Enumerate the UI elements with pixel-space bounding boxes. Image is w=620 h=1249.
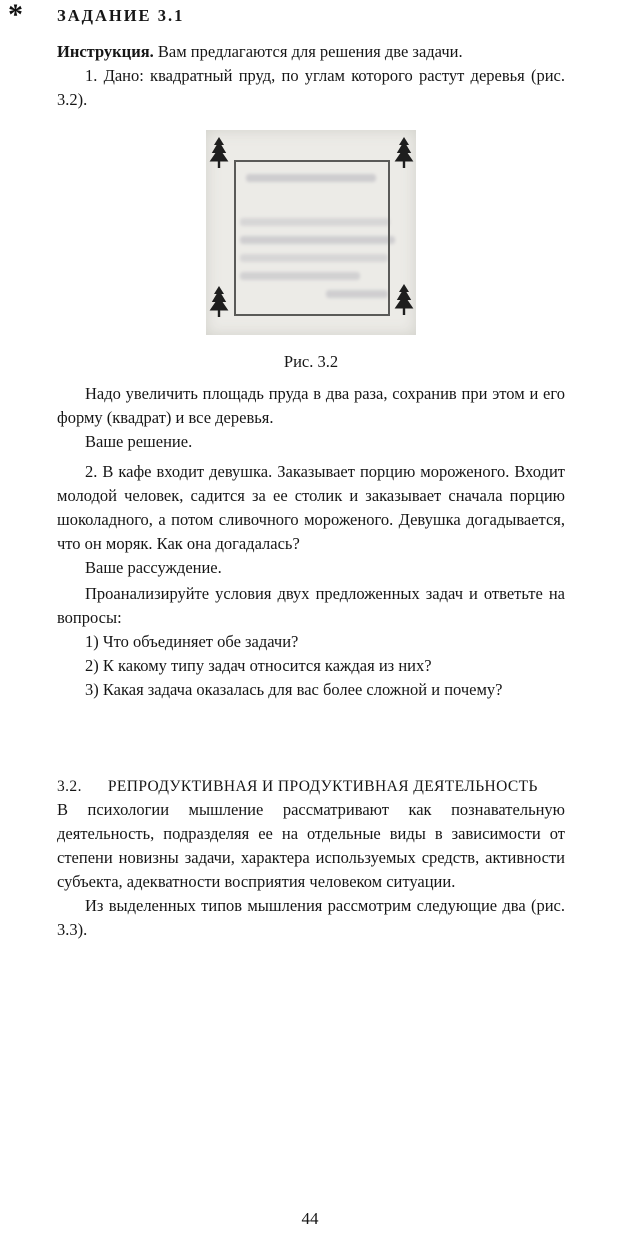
instruction-paragraph	[57, 40, 565, 64]
fir-tree-icon	[393, 137, 415, 169]
section-number: 3.2.	[57, 778, 82, 795]
task-item-2: 2. В кафе входит девушка. Заказывает порцию мороженого. Входит молодой человек, садится за ее столик и заказывает сначала порцию шоколадного, а потом сливочного мороженого. Девушка догадывается, что он моряк. Как она догадалась?	[57, 462, 565, 553]
section-paragraph-2: Из выделенных типов мышления рассмотрим следующие два (рис. 3.3).	[57, 896, 565, 939]
fir-tree-icon	[393, 284, 415, 316]
analyze-intro-paragraph: Проанализируйте условия двух предложенных задач и ответьте на вопросы:	[57, 584, 565, 627]
pond-figure-image	[206, 130, 416, 335]
section-paragraph-1: В психологии мышление рассматривают как познавательную деятельность, подразделяя ее на отдельные виды в зависимости от степени новизны задачи, характера используемых средств, активности субъекта, адекватности восприятия человеком ситуации.	[57, 800, 565, 891]
your-reasoning-line: Ваше рассуждение.	[85, 558, 222, 577]
task-heading: ЗАДАНИЕ 3.1	[57, 6, 185, 25]
task-item-1: 1. Дано: квадратный пруд, по углам которого растут деревья (рис. 3.2).	[57, 66, 565, 109]
margin-asterisk: *	[8, 0, 23, 31]
pond-task-paragraph: Надо увеличить площадь пруда в два раза, сохранив при этом и его форму (квадрат) и все деревья.	[57, 384, 565, 427]
figure-caption: Рис. 3.2	[283, 352, 339, 371]
page-number: 44	[301, 1209, 319, 1228]
pond-square-outline	[234, 160, 390, 316]
question-item: 3) Какая задача оказалась для вас более сложной и почему?	[85, 680, 503, 699]
section-title: РЕПРОДУКТИВНАЯ И ПРОДУКТИВНАЯ ДЕЯТЕЛЬНОСТЬ	[107, 778, 538, 795]
fir-tree-icon	[208, 137, 230, 169]
question-item: 1) Что объединяет обе задачи?	[85, 632, 299, 651]
question-item: 2) К какому типу задач относится каждая из них?	[85, 656, 432, 675]
page-content	[57, 6, 565, 942]
fir-tree-icon	[208, 286, 230, 318]
figure-3-2	[57, 130, 565, 372]
instruction-label: Инструкция.	[57, 42, 154, 61]
your-solution-line: Ваше решение.	[85, 432, 193, 451]
questions-list	[57, 630, 565, 702]
instruction-text: Вам предлагаются для решения две задачи.	[153, 42, 463, 61]
section-heading	[57, 778, 565, 796]
